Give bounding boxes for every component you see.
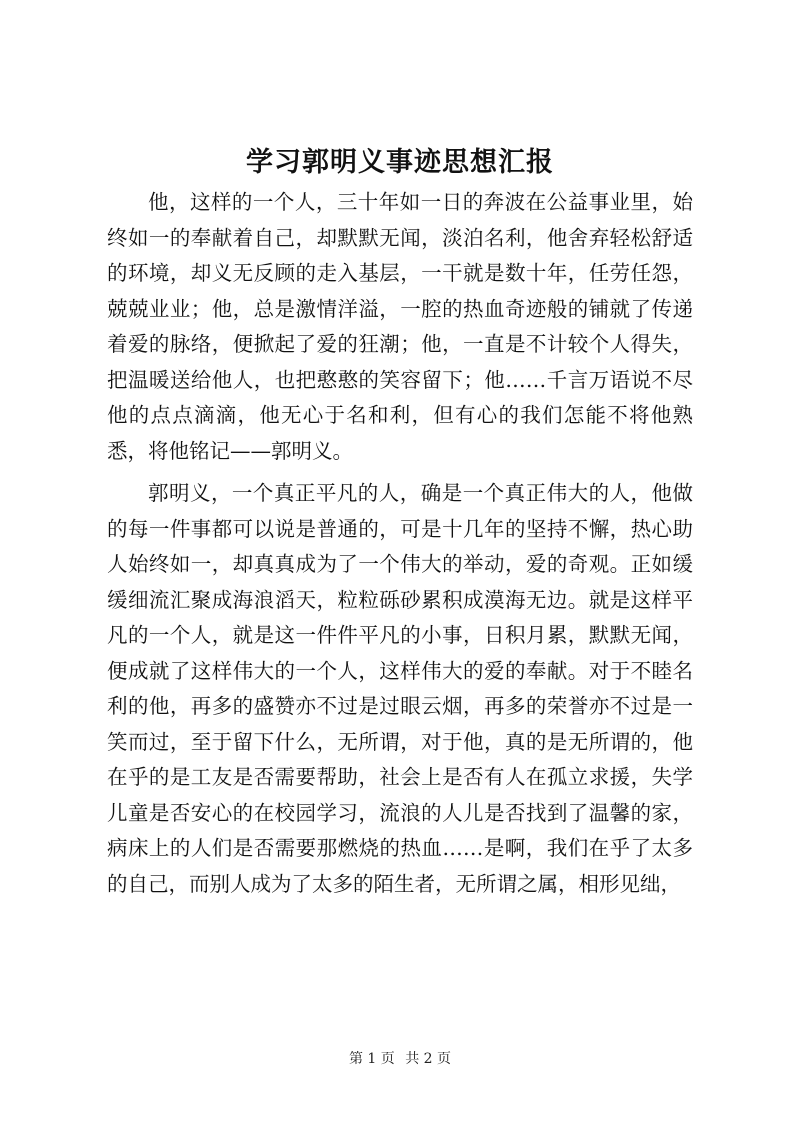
page-total: 共 2 页 xyxy=(405,1051,452,1067)
paragraph-2: 郭明义，一个真正平凡的人，确是一个真正伟大的人，他做的每一件事都可以说是普通的，可是十几年的坚持不懈，热心助人始终如一，却真真成为了一个伟大的举动，爱的奇观。正如缓缓细流汇聚成海浪滔天，粒粒砾砂累积成漠海无边。就是这样平凡的一个人，就是这一件件平凡的小事，日积月累，默默无闻，便成就了这样伟大的一个人，这样伟大的爱的奉献。对于不睦名利的他，再多的盛赞亦不过是过眼云烟，再多的荣誉亦不过是一笑而过，至于留下什么，无所谓，对于他，真的是无所谓的，他在乎的是工友是否需要帮助，社会上是否有人在孤立求援，失学儿童是否安心的在校园学习，流浪的人儿是否找到了温馨的家，病床上的人们是否需要那燃烧的热血……是啊，我们在乎了太多的自己，而别人成为了太多的陌生者，无所谓之属，相形见绌， xyxy=(107,481,693,896)
paragraph-1: 他，这样的一个人，三十年如一日的奔波在公益事业里，始终如一的奉献着自己，却默默无闻，淡泊名利，他舍弃轻松舒适的环境，却义无反顾的走入基层，一干就是数十年，任劳任怨，兢兢业业；他，总是激情洋溢，一腔的热血奇迹般的铺就了传递着爱的脉络，便掀起了爱的狂潮；他，一直是不计较个人得失，把温暖送给他人，也把憨憨的笑容留下；他……千言万语说不尽他的点点滴滴，他无心于名和利，但有心的我们怎能不将他熟悉，将他铭记——郭明义。 xyxy=(107,190,693,463)
page-number: 第 1 页 xyxy=(348,1051,395,1067)
document-body xyxy=(107,185,693,909)
document-title: 学习郭明义事迹思想汇报 xyxy=(246,147,554,178)
page-footer xyxy=(0,1048,800,1068)
